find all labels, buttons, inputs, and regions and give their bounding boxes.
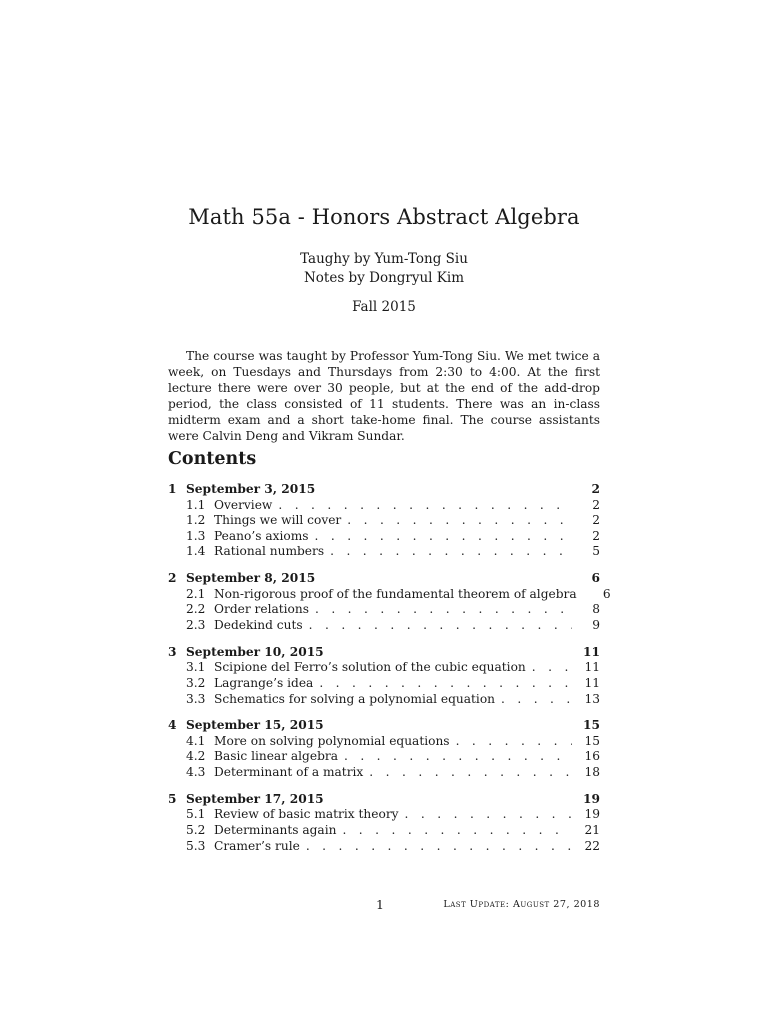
authors-block <box>0 250 768 288</box>
toc-subsection-title: Overview <box>214 497 273 512</box>
toc-subsection-title: Order relations <box>214 602 309 617</box>
toc-leader-dots <box>309 618 572 632</box>
toc-subsection-page: 13 <box>584 691 600 706</box>
toc-subsection-page: 9 <box>592 617 600 632</box>
toc-subsection-page: 8 <box>592 602 600 617</box>
toc-subsection-number: 4.2 <box>186 749 206 764</box>
toc-section-page: 19 <box>583 791 600 806</box>
toc-subsection-number: 5.3 <box>186 838 206 853</box>
contents-heading: Contents <box>168 449 257 469</box>
toc-subsection-title: Rational numbers <box>214 544 325 559</box>
toc-subsection-title: Determinants again <box>214 823 337 838</box>
toc-section-title: September 3, 2015 <box>186 482 316 496</box>
toc-subsection-title: Non-rigorous proof of the fundamental theorem of algebra <box>214 586 577 601</box>
footer-last-update: Last Update: August 27, 2018 <box>443 899 600 910</box>
toc-section-title: September 10, 2015 <box>186 644 324 659</box>
toc-leader-dots <box>278 498 572 512</box>
toc-section <box>168 482 600 560</box>
toc-subsection-page: 6 <box>602 586 611 601</box>
toc-subsection-title: Scipione del Ferro’s solution of the cubic equation <box>214 660 526 675</box>
toc-section-title: September 8, 2015 <box>186 571 316 586</box>
taught-by-line: Taughy by Yum-Tong Siu <box>300 251 468 267</box>
toc-subsection-page: 19 <box>584 807 600 822</box>
notes-by-line: Notes by Dongryul Kim <box>303 270 464 286</box>
toc-subsection-entry[interactable] <box>168 513 600 529</box>
toc-leader-dots <box>344 749 572 763</box>
toc-subsection-page: 22 <box>584 838 600 853</box>
toc-section-entry[interactable] <box>168 645 600 661</box>
toc-subsection-entry[interactable] <box>168 765 600 781</box>
toc-subsection-number: 2.2 <box>186 602 206 617</box>
toc-subsection-number: 4.1 <box>186 733 206 748</box>
toc-subsection-number: 1.3 <box>186 528 206 543</box>
toc-subsection-title: Basic linear algebra <box>214 749 338 764</box>
toc-subsection-page: 2 <box>592 513 600 528</box>
toc-subsection-page: 2 <box>592 528 600 543</box>
toc-subsection-title: Schematics for solving a polynomial equation <box>214 691 496 706</box>
toc-leader-dots <box>342 823 572 837</box>
toc-subsection-title: Peano’s axioms <box>214 528 309 543</box>
toc-subsection-title: Review of basic matrix theory <box>214 807 399 822</box>
toc-leader-dots <box>315 529 572 543</box>
toc-subsection-page: 21 <box>584 823 600 838</box>
toc-leader-dots <box>315 602 572 616</box>
toc-section-page: 15 <box>583 718 600 733</box>
toc-subsection-entry[interactable] <box>168 602 600 618</box>
toc-subsection-number: 3.1 <box>186 660 206 675</box>
toc-leader-dots <box>319 676 572 690</box>
toc-subsection-number: 4.3 <box>186 765 206 780</box>
toc-subsection-number: 5.2 <box>186 823 206 838</box>
document-date: Fall 2015 <box>352 299 416 315</box>
footer-page-number: 1 <box>376 897 384 912</box>
toc-section-number: 3 <box>168 644 177 659</box>
toc-subsection-page: 18 <box>584 765 600 780</box>
toc-section-number: 5 <box>168 791 177 806</box>
toc-section-page: 2 <box>591 482 600 496</box>
toc-subsection-entry[interactable] <box>168 807 600 823</box>
toc-subsection-title: More on solving polynomial equations <box>214 733 450 748</box>
toc-subsection-number: 1.4 <box>186 544 206 559</box>
toc-subsection-title: Determinant of a matrix <box>214 765 364 780</box>
toc-section-page: 6 <box>591 571 600 586</box>
toc-subsection-page: 15 <box>584 733 600 748</box>
toc-subsection-page: 11 <box>584 660 600 675</box>
toc-subsection-entry[interactable] <box>168 618 600 634</box>
toc-subsection-title: Dedekind cuts <box>214 617 303 632</box>
toc-subsection-entry[interactable] <box>168 734 600 750</box>
toc-section <box>168 718 600 780</box>
toc-section <box>168 645 600 707</box>
toc-subsection-entry[interactable] <box>168 529 600 545</box>
toc-section-entry[interactable] <box>168 571 600 587</box>
toc-leader-dots <box>532 660 572 674</box>
toc-section-title: September 15, 2015 <box>186 718 324 733</box>
toc-subsection-entry[interactable] <box>168 692 600 708</box>
toc-section-entry[interactable] <box>168 718 600 734</box>
toc-section-entry[interactable] <box>168 482 600 498</box>
toc-subsection-number: 5.1 <box>186 807 206 822</box>
toc-subsection-title: Cramer’s rule <box>214 838 300 853</box>
toc-leader-dots <box>330 544 572 558</box>
toc-leader-dots <box>347 513 572 527</box>
toc-section-number: 4 <box>168 718 177 733</box>
toc-subsection-entry[interactable] <box>168 839 600 855</box>
toc-leader-dots <box>501 692 572 706</box>
toc-leader-dots <box>369 765 572 779</box>
toc-subsection-page: 16 <box>584 749 600 764</box>
toc-subsection-number: 3.2 <box>186 675 206 690</box>
toc-section-entry[interactable] <box>168 792 600 808</box>
toc-subsection-number: 2.3 <box>186 617 206 632</box>
toc-subsection-entry[interactable] <box>168 823 600 839</box>
toc-subsection-entry[interactable] <box>168 676 600 692</box>
document-title: Math 55a - Honors Abstract Algebra <box>188 205 580 229</box>
toc-subsection-title: Lagrange’s idea <box>214 675 314 690</box>
toc-subsection-entry[interactable] <box>168 660 600 676</box>
toc-subsection-entry[interactable] <box>168 586 611 603</box>
toc-subsection-page: 5 <box>592 544 600 559</box>
toc-section <box>168 571 611 633</box>
toc-subsection-entry[interactable] <box>168 544 600 560</box>
toc-subsection-entry[interactable] <box>168 749 600 765</box>
toc-subsection-entry[interactable] <box>168 498 600 514</box>
toc-subsection-page: 2 <box>592 497 600 512</box>
toc-section <box>168 792 600 854</box>
toc-subsection-number: 1.2 <box>186 513 206 528</box>
toc-subsection-number: 1.1 <box>186 497 206 512</box>
toc-subsection-number: 3.3 <box>186 691 206 706</box>
toc-section-title: September 17, 2015 <box>186 791 324 806</box>
toc-leader-dots <box>456 734 572 748</box>
toc-section-number: 1 <box>168 482 177 496</box>
toc-subsection-title: Things we will cover <box>214 513 342 528</box>
toc-section-number: 2 <box>168 571 177 586</box>
table-of-contents <box>168 482 611 865</box>
abstract-paragraph: The course was taught by Professor Yum-Tong Siu. We met twice a week, on Tuesdays and Thursdays from 2:30 to 4:00. At the first lecture there were over 30 people, but at the end of the add-drop period, the class consisted of 11 students. There was an in-class midterm exam and a short take-home final. The course assistants were Calvin Deng and Vikram Sundar. <box>168 349 600 444</box>
toc-leader-dots <box>306 839 572 853</box>
toc-subsection-page: 11 <box>584 675 600 690</box>
toc-subsection-number: 2.1 <box>186 586 206 601</box>
toc-leader-dots <box>405 807 572 821</box>
toc-section-page: 11 <box>583 644 600 659</box>
